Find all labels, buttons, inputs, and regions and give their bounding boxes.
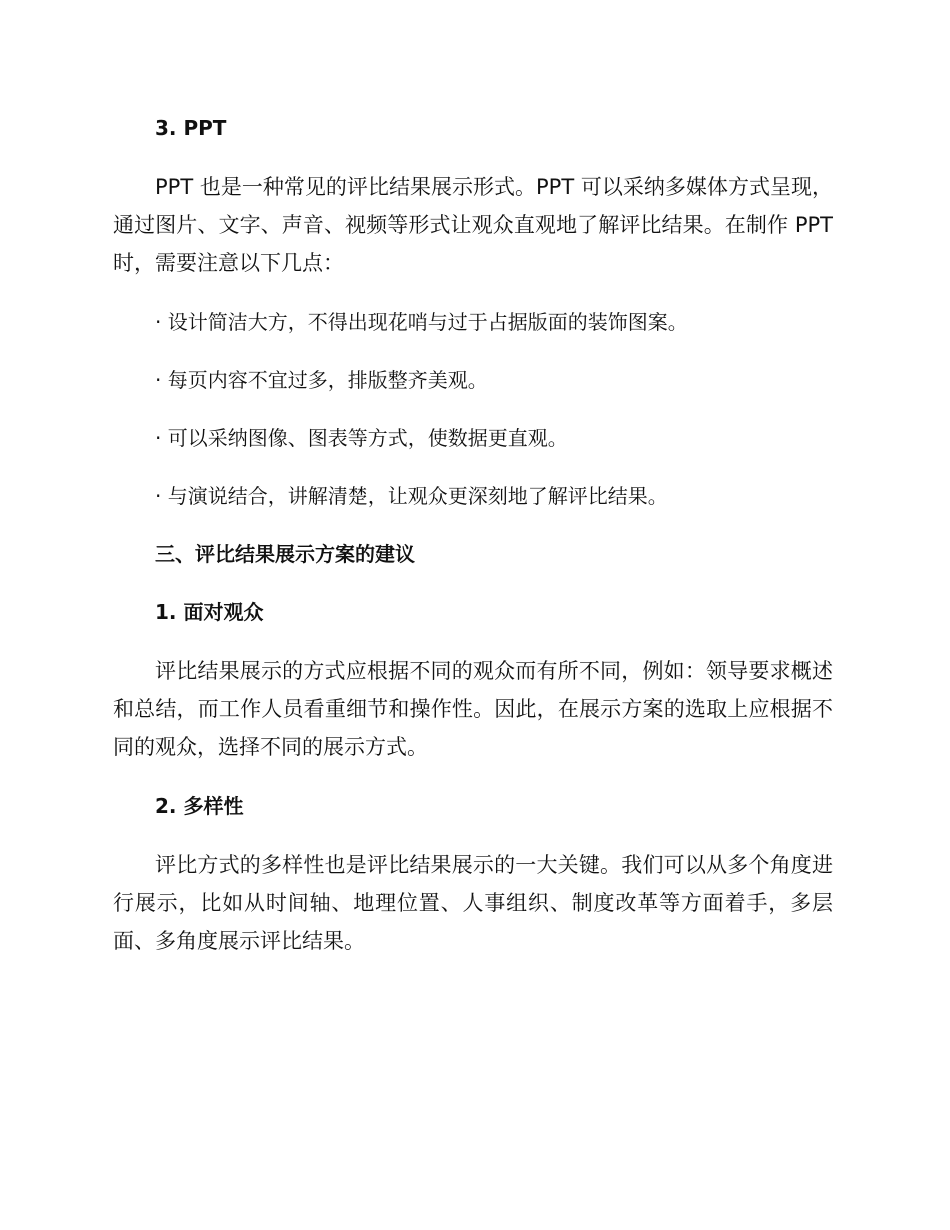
section-heading-ppt: 3. PPT bbox=[155, 116, 227, 140]
paragraph-audience: 评比结果展示的方式应根据不同的观众而有所不同，例如：领导要求概述和总结，而工作人员看重细节和操作性。因此，在展示方案的选取上应根据不同的观众，选择不同的展示方式。 bbox=[113, 659, 833, 759]
paragraph-ppt-intro: PPT 也是一种常见的评比结果展示形式。PPT 可以采纳多媒体方式呈现，通过图片、文字、声音、视频等形式让观众直观地了解评比结果。在制作 PPT 时，需要注意以下几点： bbox=[113, 175, 833, 275]
subsection-heading-audience: 1. 面对观众 bbox=[155, 600, 264, 624]
section-heading-suggestions: 三、评比结果展示方案的建议 bbox=[155, 542, 415, 566]
bullet-item-speech: · 与演说结合，讲解清楚，让观众更深刻地了解评比结果。 bbox=[155, 484, 668, 508]
bullet-item-charts: · 可以采纳图像、图表等方式，使数据更直观。 bbox=[155, 426, 568, 450]
bullet-item-layout: · 每页内容不宜过多，排版整齐美观。 bbox=[155, 368, 488, 392]
document-body bbox=[113, 110, 833, 982]
subsection-heading-diversity: 2. 多样性 bbox=[155, 794, 244, 818]
paragraph-diversity: 评比方式的多样性也是评比结果展示的一大关键。我们可以从多个角度进行展示，比如从时间轴、地理位置、人事组织、制度改革等方面着手，多层面、多角度展示评比结果。 bbox=[113, 853, 833, 953]
bullet-item-design: · 设计简洁大方，不得出现花哨与过于占据版面的装饰图案。 bbox=[155, 310, 688, 334]
